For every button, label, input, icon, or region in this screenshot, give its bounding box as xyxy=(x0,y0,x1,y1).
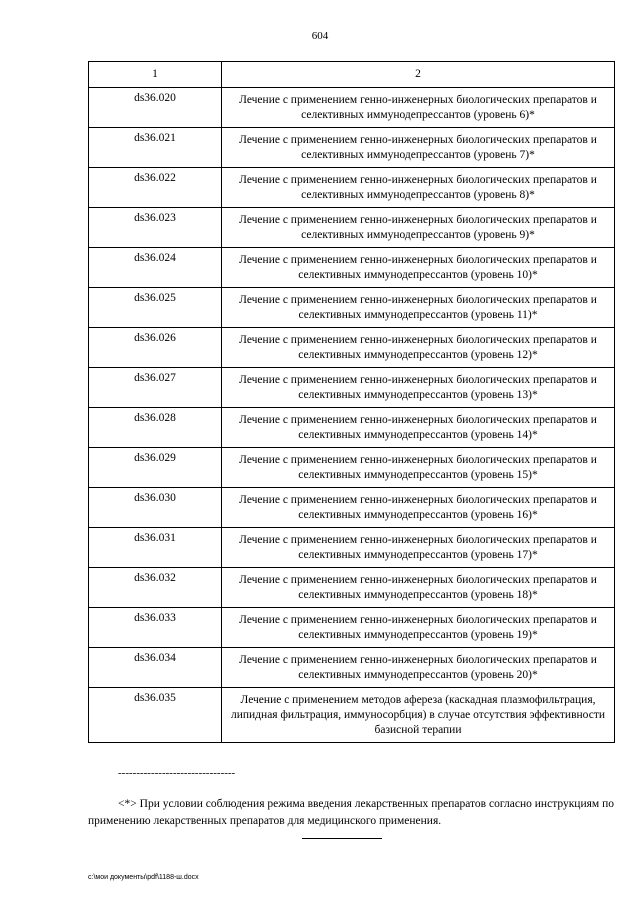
table-row xyxy=(89,368,615,408)
row-code: ds36.023 xyxy=(89,208,222,248)
table-row xyxy=(89,608,615,648)
row-description: Лечение с применением генно-инженерных биологических препаратов и селективных иммунодепрессантов (уровень 10)* xyxy=(222,248,615,288)
row-code: ds36.033 xyxy=(89,608,222,648)
row-code: ds36.020 xyxy=(89,88,222,128)
row-description: Лечение с применением методов афереза (каскадная плазмофильтрация, липидная фильтрация, иммуносорбция) в случае отсутствия эффективности базисной терапии xyxy=(222,688,615,743)
table-row xyxy=(89,408,615,448)
row-code: ds36.025 xyxy=(89,288,222,328)
column-header-2: 2 xyxy=(222,62,615,88)
row-description: Лечение с применением генно-инженерных биологических препаратов и селективных иммунодепрессантов (уровень 17)* xyxy=(222,528,615,568)
table-row xyxy=(89,528,615,568)
row-code: ds36.027 xyxy=(89,368,222,408)
table-row xyxy=(89,328,615,368)
page-number: 604 xyxy=(311,30,329,42)
row-description: Лечение с применением генно-инженерных биологических препаратов и селективных иммунодепрессантов (уровень 11)* xyxy=(222,288,615,328)
table-row xyxy=(89,648,615,688)
row-description: Лечение с применением генно-инженерных биологических препаратов и селективных иммунодепрессантов (уровень 8)* xyxy=(222,168,615,208)
table-row xyxy=(89,88,615,128)
row-description: Лечение с применением генно-инженерных биологических препаратов и селективных иммунодепрессантов (уровень 13)* xyxy=(222,368,615,408)
table-row xyxy=(89,128,615,168)
row-description: Лечение с применением генно-инженерных биологических препаратов и селективных иммунодепрессантов (уровень 16)* xyxy=(222,488,615,528)
row-description: Лечение с применением генно-инженерных биологических препаратов и селективных иммунодепрессантов (уровень 15)* xyxy=(222,448,615,488)
row-description: Лечение с применением генно-инженерных биологических препаратов и селективных иммунодепрессантов (уровень 6)* xyxy=(222,88,615,128)
row-description: Лечение с применением генно-инженерных биологических препаратов и селективных иммунодепрессантов (уровень 9)* xyxy=(222,208,615,248)
row-description: Лечение с применением генно-инженерных биологических препаратов и селективных иммунодепрессантов (уровень 14)* xyxy=(222,408,615,448)
table-row xyxy=(89,288,615,328)
table-row xyxy=(89,248,615,288)
table-row xyxy=(89,448,615,488)
row-description: Лечение с применением генно-инженерных биологических препаратов и селективных иммунодепрессантов (уровень 7)* xyxy=(222,128,615,168)
table-row xyxy=(89,168,615,208)
row-code: ds36.026 xyxy=(89,328,222,368)
row-code: ds36.035 xyxy=(89,688,222,743)
row-code: ds36.028 xyxy=(89,408,222,448)
row-code: ds36.030 xyxy=(89,488,222,528)
row-code: ds36.022 xyxy=(89,168,222,208)
row-description: Лечение с применением генно-инженерных биологических препаратов и селективных иммунодепрессантов (уровень 19)* xyxy=(222,608,615,648)
end-rule xyxy=(302,838,382,839)
row-code: ds36.034 xyxy=(89,648,222,688)
row-code: ds36.031 xyxy=(89,528,222,568)
row-code: ds36.032 xyxy=(89,568,222,608)
table-body xyxy=(89,88,615,743)
row-description: Лечение с применением генно-инженерных биологических препаратов и селективных иммунодепрессантов (уровень 20)* xyxy=(222,648,615,688)
footnote-text: <*> При условии соблюдения режима введения лекарственных препаратов согласно инструкциям по применению лекарственных препаратов для медицинского применения. xyxy=(88,798,614,827)
row-code: ds36.024 xyxy=(89,248,222,288)
table-row xyxy=(89,488,615,528)
file-path: c:\мои документы\pdf\1188-ш.docx xyxy=(88,874,199,881)
table-row xyxy=(89,568,615,608)
column-header-1: 1 xyxy=(89,62,222,88)
row-code: ds36.029 xyxy=(89,448,222,488)
table-row xyxy=(89,208,615,248)
row-code: ds36.021 xyxy=(89,128,222,168)
row-description: Лечение с применением генно-инженерных биологических препаратов и селективных иммунодепрессантов (уровень 12)* xyxy=(222,328,615,368)
row-description: Лечение с применением генно-инженерных биологических препаратов и селективных иммунодепрессантов (уровень 18)* xyxy=(222,568,615,608)
table-header-row xyxy=(89,62,615,88)
table-row xyxy=(89,688,615,743)
codes-table xyxy=(88,61,615,743)
footnote-separator: -------------------------------- xyxy=(118,767,236,779)
